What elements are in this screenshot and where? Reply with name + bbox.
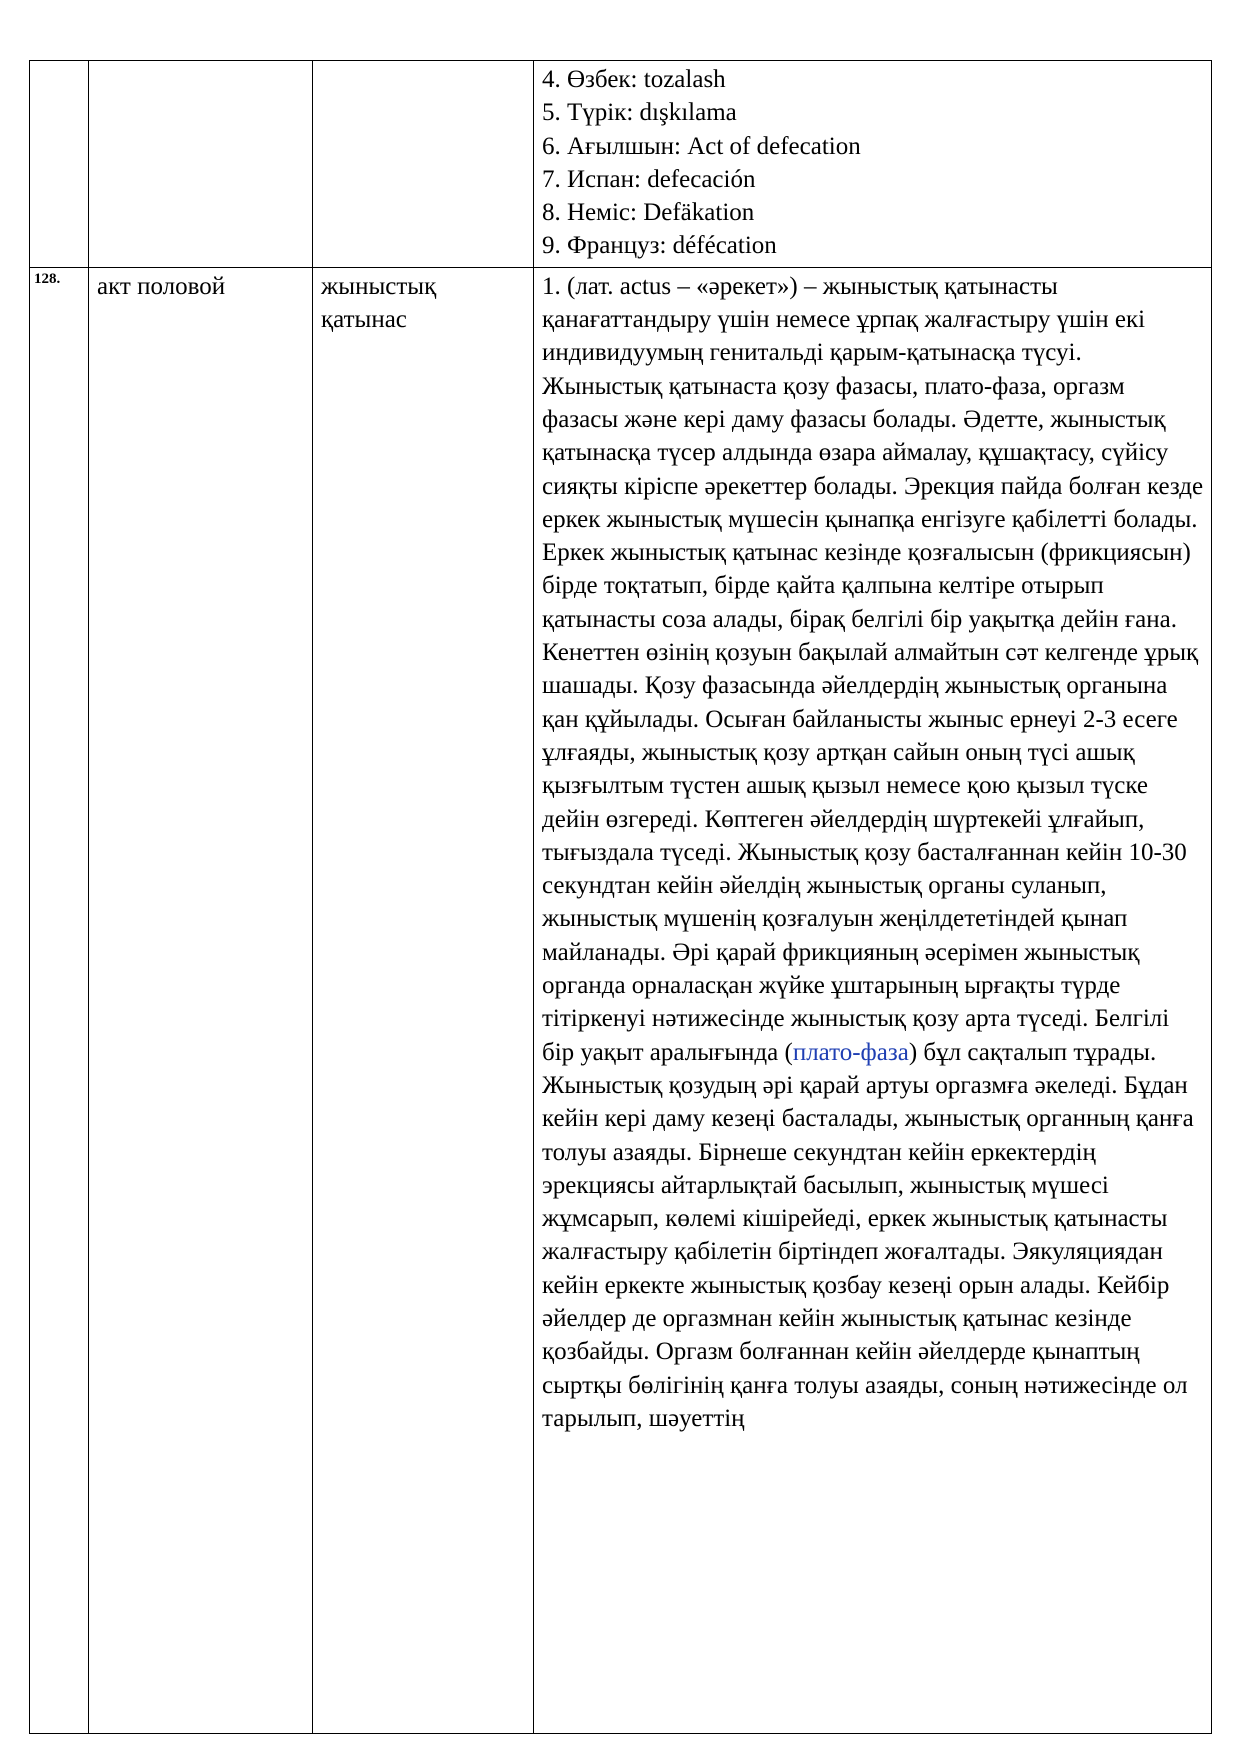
table-row xyxy=(30,61,1212,268)
glossary-table xyxy=(29,60,1212,1734)
definition-text-end: ) бұл сақталып тұрады. Жыныстық қозудың әрі қарай артуы оргазмға әкеледі. Бұдан кейін кері даму кезеңі басталады, жыныстық органның қанға толуы азаяды. Бірнеше секундтан кейін еркектердің эрекциясы айтарлықтай басылып, жыныстық мүшесі жұмсарып, көлемі кішірейеді, еркек жыныстық қатынасты жалғастыру қабілетін біртіндеп жоғалтады. Эякуляциядан кейін еркекте жыныстық қозбау кезеңі орын алады. Кейбір әйелдер де оргазмнан кейін жыныстық қатынас кезінде қозбайды. Оргазм болғаннан кейін әйелдерде қынаптың сыртқы бөлігінің қанға толуы азаяды, соның нәтижесінде ол тарылып, шәуеттің xyxy=(542,1038,1194,1432)
translation-french: 9. Француз: défécation xyxy=(542,232,777,260)
translation-spanish: 7. Испан: defecación xyxy=(542,165,756,193)
translation-uzbek: 4. Өзбек: tozalash xyxy=(542,66,726,93)
definition-cell xyxy=(534,267,1212,1733)
translation-german: 8. Неміс: Defäkation xyxy=(542,199,755,227)
term-russian: акт половой xyxy=(89,267,313,1733)
term-kazakh xyxy=(313,61,534,268)
translations-cell xyxy=(534,61,1212,268)
translation-english: 6. Ағылшын: Act of defecation xyxy=(542,132,861,160)
definition-text-start: 1. (лат. actus – «әрекет») – жыныстық қатынасты қанағаттандыру үшін немесе ұрпақ жалғастыру үшін екі индивидуумың генитальді қарым-қатынасқа түсуі. Жыныстық қатынаста қозу фазасы, плато-фаза, оргазм фазасы және кері даму фазасы болады. Әдетте, жыныстық қатынасқа түсер алдында өзара аймалау, құшақтасу, сүйісу сияқты кіріспе әрекеттер болады. Эрекция пайда болған кезде еркек жыныстық мүшесін қынапқа енгізуге қабілетті болады. Еркек жыныстық қатынас кезінде қозғалысын (фрикциясын) бірде тоқтатып, бірде қайта қалпына келтіре отырып қатынасты соза алады, бірақ белгілі бір уақытқа дейін ғана. Кенеттен өзінің қозуын бақылай алмайтын сәт келгенде ұрық шашады. Қозу фазасында әйелдердің жыныстық органына қан құйылады. Осыған байланысты жыныс ернеуі 2-3 есеге ұлғаяды, жыныстық қозу артқан сайын оның түсі ашық қызғылтым түстен ашық қызыл немесе қою қызыл түске дейін өзгереді. Көптеген әйелдердің шүртекейі ұлғайып, тығыздала түседі. Жыныстық қозу басталғаннан кейін 10-30 секундтан кейін әйелдің жыныстық органы суланып, жыныстық мүшенің қозғалуын жеңілдететіндей қынап майланады. Әрі қарай фрикцияның әсерімен жыныстық органда орналасқан жүйке ұштарының ырғақты түрде тітіркенуі нәтижесінде жыныстық қозу арта түседі. Белгілі бір уақыт аралығында ( xyxy=(542,272,1204,1066)
table-row xyxy=(30,267,1212,1733)
term-russian xyxy=(89,61,313,268)
translation-turkish: 5. Түрік: dışkılama xyxy=(542,99,737,127)
term-kazakh: жыныстық қатынас xyxy=(313,267,534,1733)
definition-link-plateau-phase[interactable]: плато-фаза xyxy=(792,1038,909,1066)
entry-number: 128. xyxy=(30,267,89,1733)
entry-number xyxy=(30,61,89,268)
